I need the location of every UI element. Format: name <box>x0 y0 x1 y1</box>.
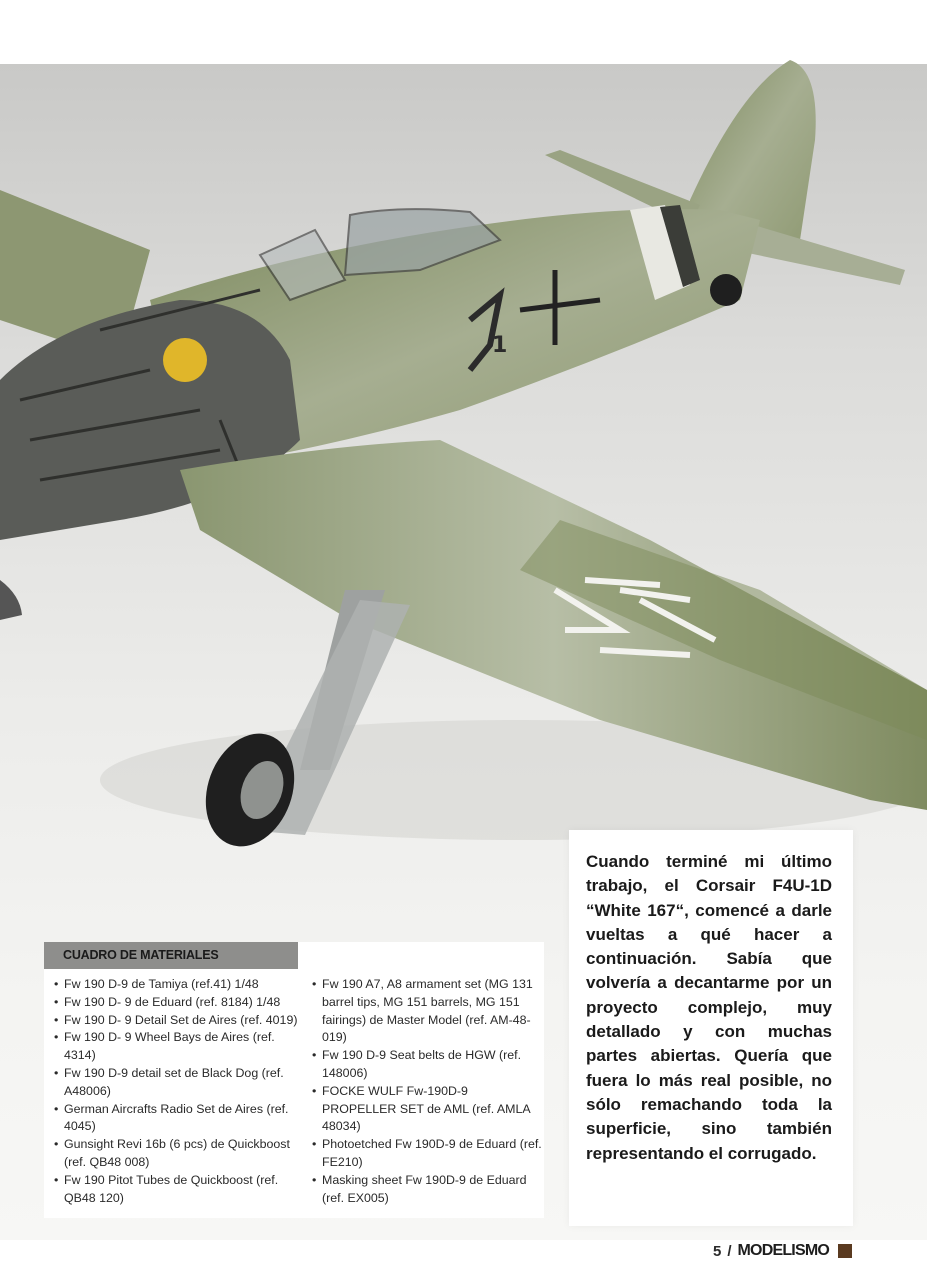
tail-wheel <box>710 274 742 306</box>
list-item: • Photoetched Fw 190D-9 de Eduard (ref. FE210) <box>312 1136 544 1172</box>
materials-box <box>44 942 544 1218</box>
materials-list-left <box>54 976 299 1207</box>
engine-yellow-part <box>163 338 207 382</box>
list-item: • German Aircrafts Radio Set de Aires (ref. 4045) <box>54 1101 299 1137</box>
list-item: • Fw 190 D-9 de Tamiya (ref.41) 1/48 <box>54 976 299 994</box>
list-item: • Fw 190 D- 9 Detail Set de Aires (ref. 4019) <box>54 1012 299 1030</box>
propeller-blade <box>0 580 22 620</box>
list-item: • Fw 190 D-9 detail set de Black Dog (ref. A48006) <box>54 1065 299 1101</box>
page-footer <box>713 1241 852 1261</box>
footer-separator: / <box>727 1242 732 1260</box>
quote-text: Cuando terminé mi último trabajo, el Corsair F4U-1D “White 167“, comencé a darle vueltas a qué hacer a continuación. Sabía que volvería a decantarme por un proyecto complejo, muy detallado y con muchas partes abiertas. Quería que fuera lo más real posible, no sólo remachando toda la superficie, sino también representando el corrugado. <box>586 852 832 1163</box>
materials-header <box>44 942 298 969</box>
list-item: • FOCKE WULF Fw-190D-9 PROPELLER SET de AML (ref. AMLA 48034) <box>312 1083 544 1136</box>
materials-list-right <box>312 976 544 1207</box>
brand-logo: MODELISMO <box>737 1242 829 1259</box>
list-item: • Masking sheet Fw 190D-9 de Eduard (ref. EX005) <box>312 1172 544 1208</box>
list-item: • Fw 190 A7, A8 armament set (MG 131 barrel tips, MG 151 barrels, MG 151 fairings) de Master Model (ref. AM-48-019) <box>312 976 544 1047</box>
list-item: • Gunsight Revi 16b (6 pcs) de Quickboost (ref. QB48 008) <box>54 1136 299 1172</box>
list-item: • Fw 190 D- 9 de Eduard (ref. 8184) 1/48 <box>54 994 299 1012</box>
materials-title: CUADRO DE MATERIALES <box>63 948 219 962</box>
fuselage-number: 1 <box>492 333 508 358</box>
list-item: • Fw 190 D- 9 Wheel Bays de Aires (ref. 4314) <box>54 1029 299 1065</box>
quote-box <box>569 830 853 1226</box>
page-number: 5 <box>713 1242 722 1260</box>
brand-square-icon <box>838 1244 852 1258</box>
list-item: • Fw 190 Pitot Tubes de Quickboost (ref. QB48 120) <box>54 1172 299 1208</box>
list-item: • Fw 190 D-9 Seat belts de HGW (ref. 148006) <box>312 1047 544 1083</box>
